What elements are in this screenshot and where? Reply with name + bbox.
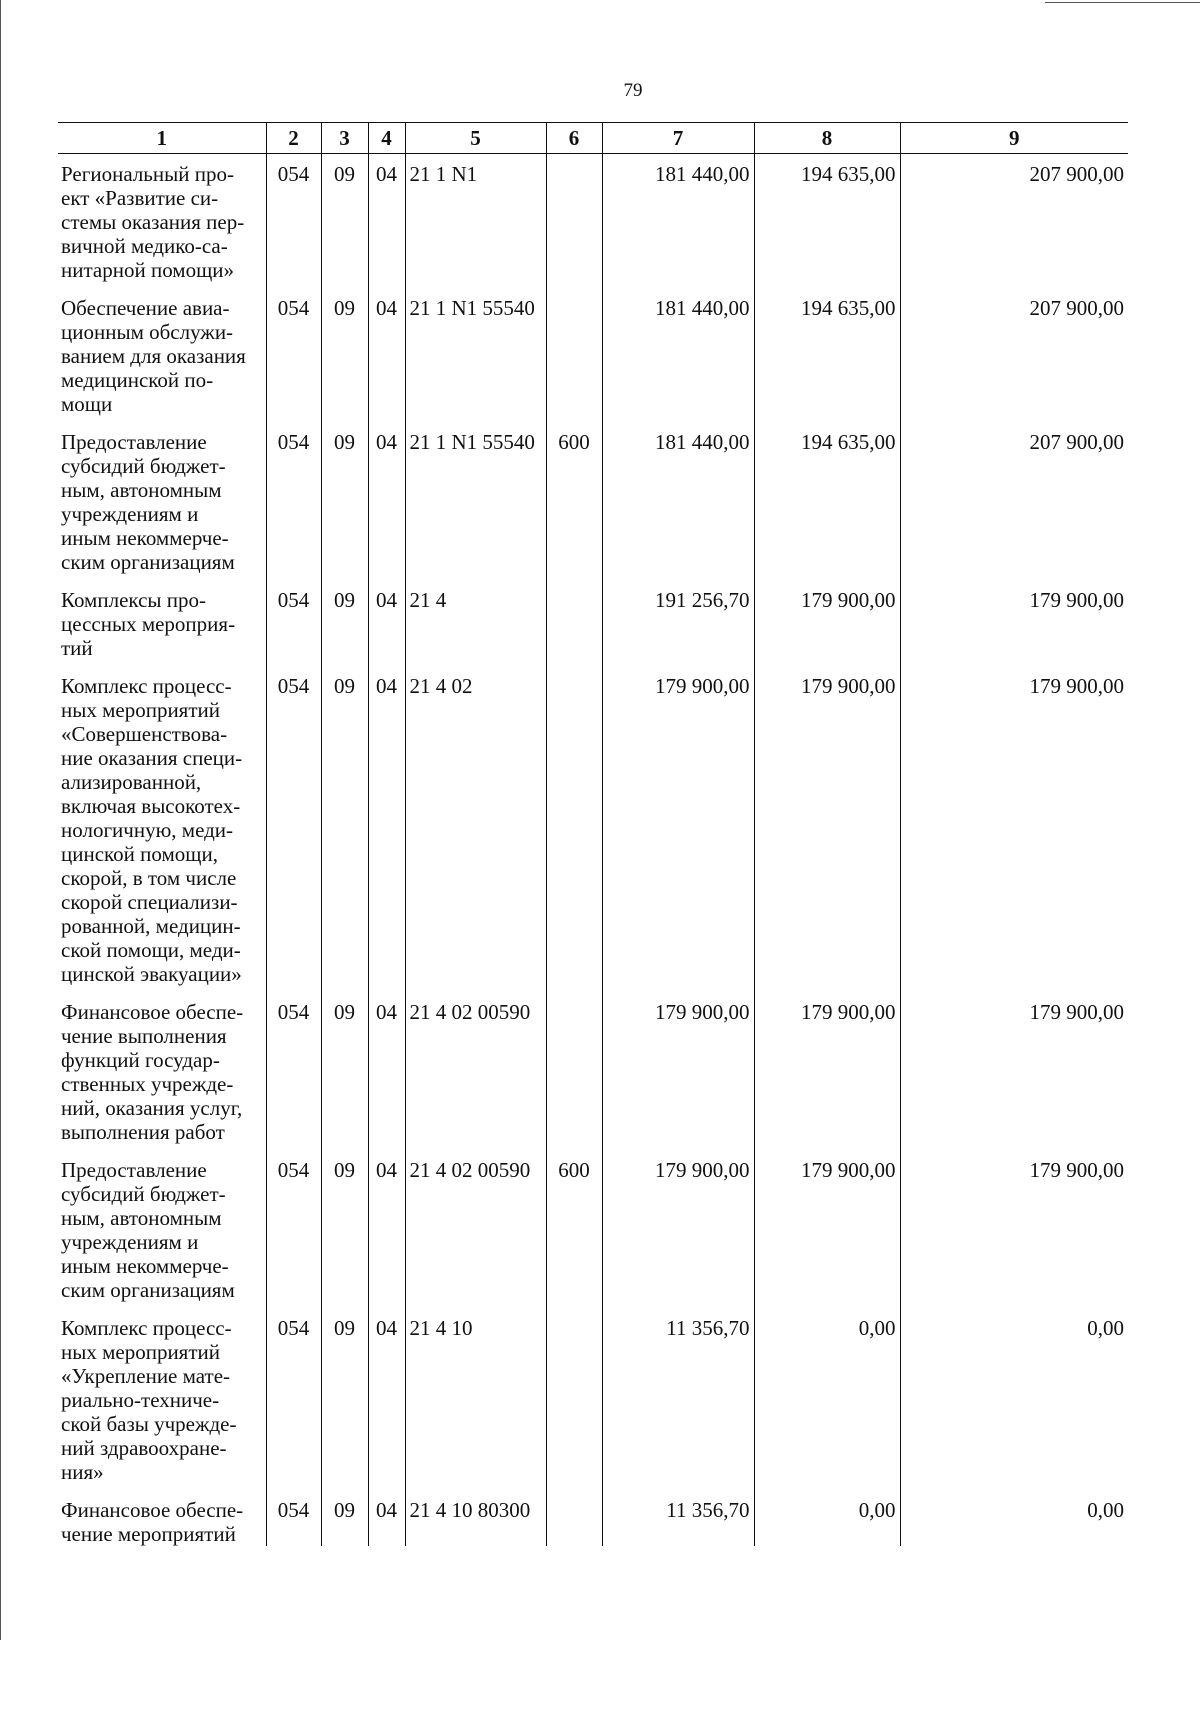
table-row xyxy=(58,1490,1128,1546)
table-row xyxy=(58,422,1128,580)
row-col-2: 054 xyxy=(266,992,321,1150)
table-row xyxy=(58,154,1128,289)
row-col-3: 09 xyxy=(321,1150,368,1308)
row-col-7: 181 440,00 xyxy=(602,422,754,580)
row-col-9: 207 900,00 xyxy=(900,154,1128,289)
row-col-5: 21 4 10 80300 xyxy=(405,1490,546,1546)
scan-edge-left xyxy=(0,0,1,1640)
row-col-3: 09 xyxy=(321,288,368,422)
row-col-8: 179 900,00 xyxy=(754,666,900,992)
row-col-8: 194 635,00 xyxy=(754,154,900,289)
row-col-8: 0,00 xyxy=(754,1308,900,1490)
row-col-5: 21 4 02 00590 xyxy=(405,992,546,1150)
row-col-3: 09 xyxy=(321,666,368,992)
table-row xyxy=(58,288,1128,422)
row-name: Комплекс процесс- ных мероприятий «Совершенствова- ние оказания специ- ализированной, включая высокотех- нологичную, меди- цинской помощи, скорой, в том числе скорой специализи- рованной, медицин- ской помощи, меди- цинской эвакуации» xyxy=(61,674,243,986)
row-col-2: 054 xyxy=(266,1308,321,1490)
row-col-2: 054 xyxy=(266,288,321,422)
header-col-8: 8 xyxy=(754,123,900,154)
row-col-2: 054 xyxy=(266,1490,321,1546)
row-col-8: 194 635,00 xyxy=(754,288,900,422)
row-col-9: 0,00 xyxy=(900,1490,1128,1546)
header-col-2: 2 xyxy=(266,123,321,154)
row-col-4: 04 xyxy=(368,422,405,580)
row-col-9: 179 900,00 xyxy=(900,1150,1128,1308)
table-row xyxy=(58,992,1128,1150)
row-col-4: 04 xyxy=(368,1150,405,1308)
row-col-9: 179 900,00 xyxy=(900,580,1128,666)
row-col-6 xyxy=(546,288,602,422)
row-col-6 xyxy=(546,666,602,992)
row-col-7: 181 440,00 xyxy=(602,288,754,422)
row-col-8: 194 635,00 xyxy=(754,422,900,580)
row-col-4: 04 xyxy=(368,1308,405,1490)
row-col-7: 11 356,70 xyxy=(602,1490,754,1546)
row-col-9: 0,00 xyxy=(900,1308,1128,1490)
table-row xyxy=(58,1150,1128,1308)
row-col-5: 21 4 10 xyxy=(405,1308,546,1490)
row-name: Обеспечение авиа- ционным обслужи- ванием для оказания медицинской по- мощи xyxy=(61,296,246,416)
budget-table xyxy=(58,122,1128,1546)
header-col-5: 5 xyxy=(405,123,546,154)
row-name: Предоставление субсидий бюджет- ным, автономным учреждениям и иным некоммерче- ским организациям xyxy=(61,1158,235,1302)
row-name: Финансовое обеспе- чение мероприятий xyxy=(61,1498,244,1546)
table-row xyxy=(58,1308,1128,1490)
header-col-4: 4 xyxy=(368,123,405,154)
table-body xyxy=(58,154,1128,1547)
row-col-6: 600 xyxy=(546,1150,602,1308)
row-col-9: 179 900,00 xyxy=(900,992,1128,1150)
table-row xyxy=(58,580,1128,666)
row-col-5: 21 1 N1 55540 xyxy=(405,422,546,580)
row-name: Региональный про- ект «Развитие си- стемы оказания пер- вичной медико-са- нитарной помощи» xyxy=(61,162,245,282)
header-col-1: 1 xyxy=(58,123,266,154)
header-col-6: 6 xyxy=(546,123,602,154)
row-col-2: 054 xyxy=(266,154,321,289)
row-col-8: 179 900,00 xyxy=(754,1150,900,1308)
row-col-7: 11 356,70 xyxy=(602,1308,754,1490)
row-col-8: 0,00 xyxy=(754,1490,900,1546)
header-row xyxy=(58,123,1128,154)
row-name: Предоставление субсидий бюджет- ным, автономным учреждениям и иным некоммерче- ским организациям xyxy=(61,430,235,574)
row-col-7: 179 900,00 xyxy=(602,1150,754,1308)
row-col-6 xyxy=(546,154,602,289)
row-col-3: 09 xyxy=(321,154,368,289)
row-col-6: 600 xyxy=(546,422,602,580)
header-col-7: 7 xyxy=(602,123,754,154)
row-name: Комплексы про- цессных мероприя- тий xyxy=(61,588,236,660)
row-col-9: 207 900,00 xyxy=(900,422,1128,580)
row-col-3: 09 xyxy=(321,992,368,1150)
scan-edge-top xyxy=(1045,2,1200,3)
row-col-2: 054 xyxy=(266,666,321,992)
row-col-7: 179 900,00 xyxy=(602,666,754,992)
row-col-4: 04 xyxy=(368,1490,405,1546)
row-col-4: 04 xyxy=(368,666,405,992)
row-col-5: 21 4 02 xyxy=(405,666,546,992)
header-col-3: 3 xyxy=(321,123,368,154)
row-col-4: 04 xyxy=(368,580,405,666)
row-col-4: 04 xyxy=(368,992,405,1150)
row-col-5: 21 1 N1 xyxy=(405,154,546,289)
row-col-7: 181 440,00 xyxy=(602,154,754,289)
row-col-6 xyxy=(546,580,602,666)
row-name: Комплекс процесс- ных мероприятий «Укрепление мате- риально-техниче- ской базы учрежде- ний здравоохране- ния» xyxy=(61,1316,237,1484)
table-row xyxy=(58,666,1128,992)
row-col-3: 09 xyxy=(321,422,368,580)
header-col-9: 9 xyxy=(900,123,1128,154)
row-col-2: 054 xyxy=(266,1150,321,1308)
row-col-5: 21 4 02 00590 xyxy=(405,1150,546,1308)
page-number: 79 xyxy=(623,80,643,101)
row-col-3: 09 xyxy=(321,1490,368,1546)
row-col-2: 054 xyxy=(266,580,321,666)
row-col-4: 04 xyxy=(368,288,405,422)
row-col-6 xyxy=(546,992,602,1150)
row-col-7: 179 900,00 xyxy=(602,992,754,1150)
row-name: Финансовое обеспе- чение выполнения функций государ- ственных учрежде- ний, оказания услуг, выполнения работ xyxy=(61,1000,244,1144)
row-col-4: 04 xyxy=(368,154,405,289)
row-col-9: 179 900,00 xyxy=(900,666,1128,992)
row-col-3: 09 xyxy=(321,1308,368,1490)
row-col-6 xyxy=(546,1308,602,1490)
row-col-7: 191 256,70 xyxy=(602,580,754,666)
row-col-3: 09 xyxy=(321,580,368,666)
row-col-2: 054 xyxy=(266,422,321,580)
row-col-8: 179 900,00 xyxy=(754,580,900,666)
row-col-9: 207 900,00 xyxy=(900,288,1128,422)
row-col-6 xyxy=(546,1490,602,1546)
row-col-8: 179 900,00 xyxy=(754,992,900,1150)
row-col-5: 21 1 N1 55540 xyxy=(405,288,546,422)
row-col-5: 21 4 xyxy=(405,580,546,666)
